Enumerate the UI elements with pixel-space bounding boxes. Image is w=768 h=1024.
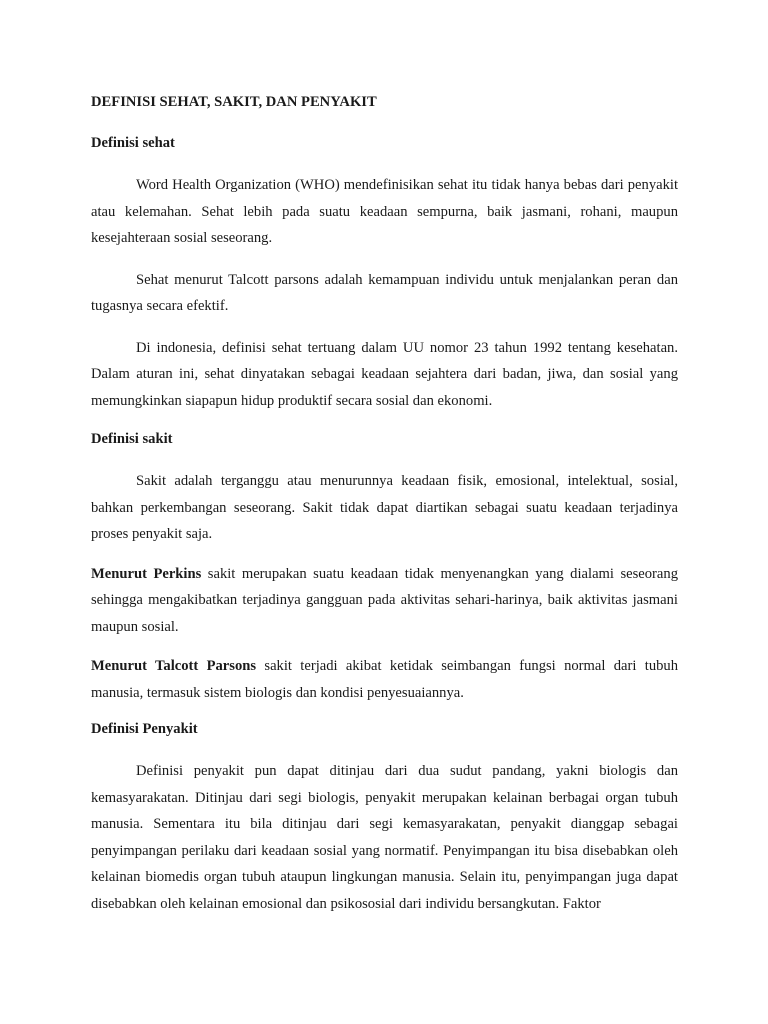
paragraph-sakit-perkins — [91, 561, 678, 641]
document-title: DEFINISI SEHAT, SAKIT, DAN PENYAKIT — [91, 94, 377, 110]
paragraph-sakit-parsons — [91, 653, 678, 706]
paragraph-sehat-indonesia: Di indonesia, definisi sehat tertuang dalam UU nomor 23 tahun 1992 tentang kesehatan. Dalam aturan ini, sehat dinyatakan sebagai keadaan sejahtera dari badan, jiwa, dan sosial yang memungkinkan siapapun hidup produktif secara sosial dan ekonomi. — [91, 339, 678, 409]
section-heading-sakit: Definisi sakit — [91, 431, 173, 447]
document-body — [91, 92, 678, 932]
paragraph-penyakit: Definisi penyakit pun dapat ditinjau dari dua sudut pandang, yakni biologis dan kemasyarakatan. Ditinjau dari segi biologis, penyakit merupakan kelainan berbagai organ tubuh manusia. Sementara itu bila ditinjau dari segi kemasyarakatan, penyakit dianggap sebagai penyimpangan perilaku dari keadaan sosial yang normatif. Penyimpangan itu bisa disebabkan oleh kelainan biomedis organ tubuh ataupun lingkungan manusia. Selain itu, penyimpangan juga dapat disebabkan oleh kelainan emosional dan psikososial dari individu bersangkutan. Faktor — [91, 763, 678, 912]
parsons-text: sakit terjadi akibat ketidak seimbangan fungsi normal dari tubuh manusia, termasuk sistem biologis dan kondisi penyesuaiannya. — [91, 658, 679, 701]
paragraph-sakit: Sakit adalah terganggu atau menurunnya keadaan fisik, emosional, intelektual, sosial, bahkan perkembangan seseorang. Sakit tidak dapat diartikan sebagai suatu keadaan terjadinya proses penyakit saja. — [91, 473, 678, 542]
section-heading-penyakit: Definisi Penyakit — [91, 721, 198, 737]
perkins-lead: Menurut Perkins — [91, 565, 202, 582]
section-heading-sehat: Definisi sehat — [91, 135, 175, 151]
paragraph-sehat-parsons: Sehat menurut Talcott parsons adalah kemampuan individu untuk menjalankan peran dan tugasnya secara efektif. — [91, 271, 678, 314]
parsons-lead: Menurut Talcott Parsons — [91, 658, 257, 674]
paragraph-sehat-who: Word Health Organization (WHO) mendefinisikan sehat itu tidak hanya bebas dari penyakit atau kelemahan. Sehat lebih pada suatu keadaan sempurna, baik jasmani, rohani, maupun kesejahteraan sosial seseorang. — [91, 177, 678, 246]
perkins-text: sakit merupakan suatu keadaan tidak menyenangkan yang dialami seseorang sehingga mengakibatkan terjadinya gangguan pada aktivitas sehari-harinya, baik aktivitas jasmani maupun sosial. — [91, 565, 678, 635]
